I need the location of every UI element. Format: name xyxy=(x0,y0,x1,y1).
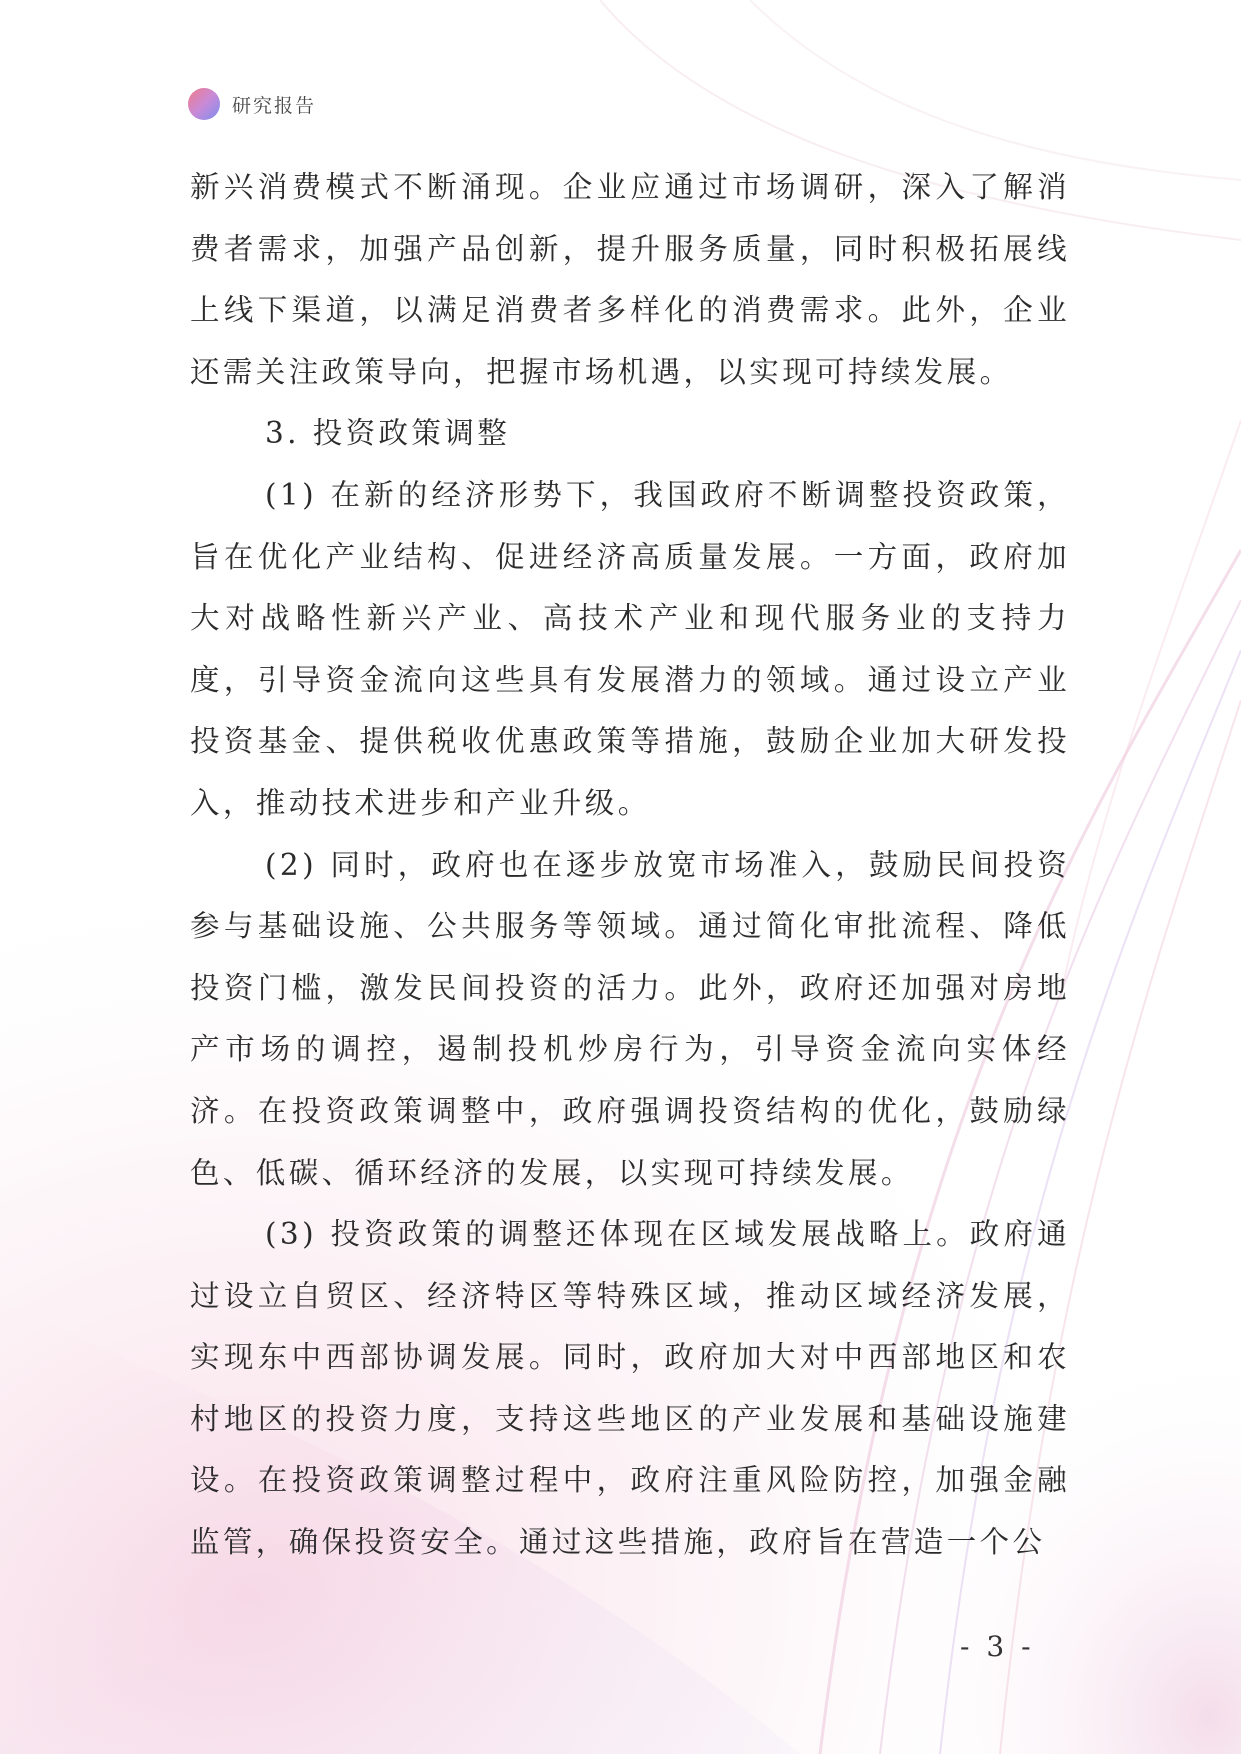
header-title: 研究报告 xyxy=(232,94,317,117)
page-number: - 3 - xyxy=(960,1630,1035,1663)
paragraph-point-1: (1) 在新的经济形势下，我国政府不断调整投资政策，旨在优化产业结构、促进经济高质量发展。一方面，政府加大对战略性新兴产业、高技术产业和现代服务业的支持力度，引导资金流向这些具有发展潜力的领域。通过设立产业投资基金、提供税收优惠政策等措施，鼓励企业加大研发投入，推动技术进步和产业升级。 xyxy=(190,477,1070,820)
logo-icon xyxy=(188,88,220,120)
paragraph-point-2: (2) 同时，政府也在逐步放宽市场准入，鼓励民间投资参与基础设施、公共服务等领域。通过简化审批流程、降低投资门槛，激发民间投资的活力。此外，政府还加强对房地产市场的调控，遏制投机炒房行为，引导资金流向实体经济。在投资政策调整中，政府强调投资结构的优化，鼓励绿色、低碳、循环经济的发展，以实现可持续发展。 xyxy=(190,847,1070,1190)
paragraph-intro-continuation: 新兴消费模式不断涌现。企业应通过市场调研，深入了解消费者需求，加强产品创新，提升服务质量，同时积极拓展线上线下渠道，以满足消费者多样化的消费需求。此外，企业还需关注政策导向，把握市场机遇，以实现可持续发展。 xyxy=(190,170,1070,389)
section-heading: 3. 投资政策调整 xyxy=(265,416,511,451)
document-body xyxy=(190,157,1070,1574)
paragraph-point-3: (3) 投资政策的调整还体现在区域发展战略上。政府通过设立自贸区、经济特区等特殊区域，推动区域经济发展，实现东中西部协调发展。同时，政府加大对中西部地区和农村地区的投资力度，支持这些地区的产业发展和基础设施建设。在投资政策调整过程中，政府注重风险防控，加强金融监管，确保投资安全。通过这些措施，政府旨在营造一个公 xyxy=(190,1217,1070,1560)
document-header xyxy=(188,88,316,120)
